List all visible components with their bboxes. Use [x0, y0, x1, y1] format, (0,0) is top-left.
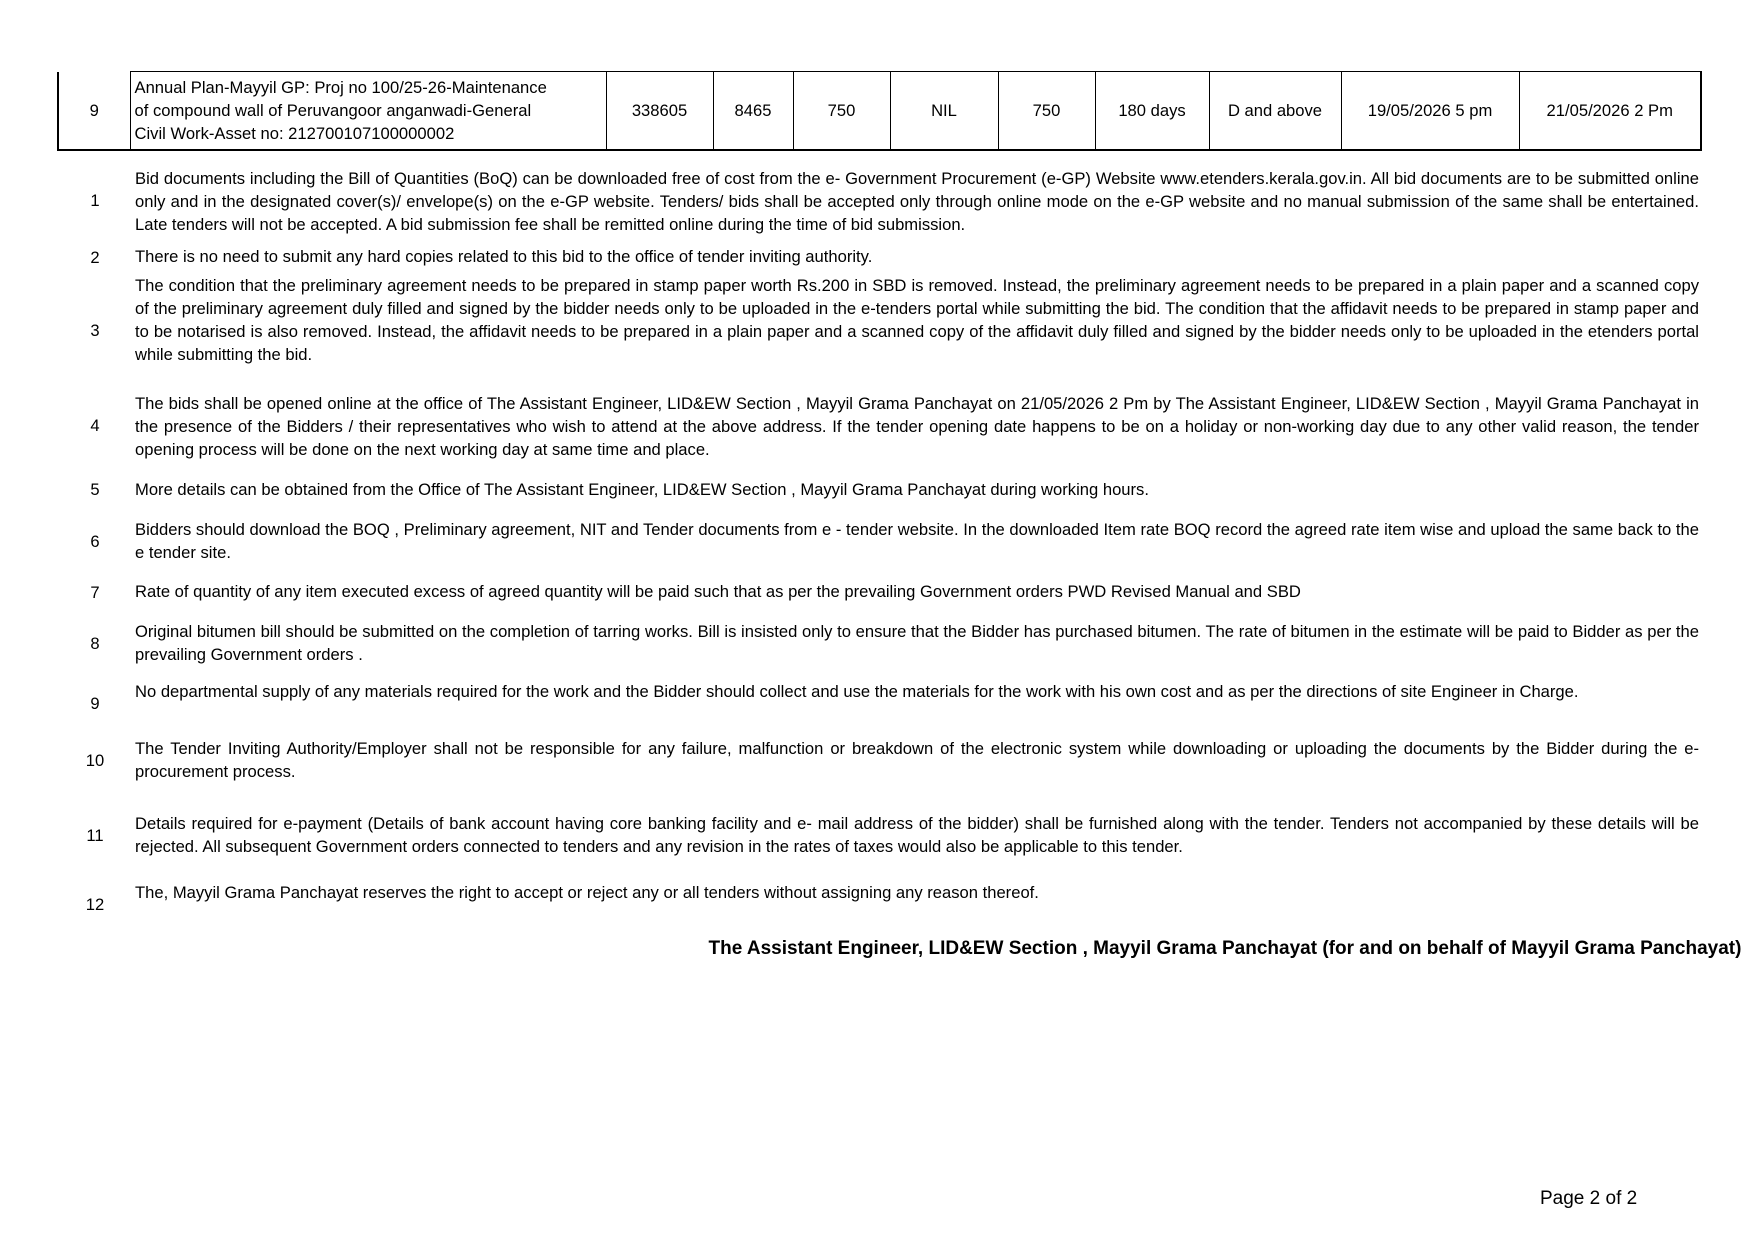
opening-date-cell: 21/05/2026 2 Pm — [1519, 72, 1701, 151]
fee-cell: 750 — [793, 72, 890, 151]
note-number: 4 — [90, 416, 100, 435]
sl-no-cell: 9 — [58, 72, 130, 151]
note-number: 3 — [90, 321, 100, 340]
work-description-cell: Annual Plan-Mayyil GP: Proj no 100/25-26-Maintenance of compound wall of Peruvangoor anganwadi-General Civil Work-Asset no: 212700107100000002 — [130, 72, 606, 151]
note-text: There is no need to submit any hard copies related to this bid to the office of tender inviting authority. — [135, 247, 873, 266]
note-text: The bids shall be opened online at the office of The Assistant Engineer, LID&EW Section , Mayyil Grama Panchayat on 21/05/2026 2 Pm by The Assistant Engineer, LID&EW Section , Mayyil Grama Panchayat in the presence of the Bidders / their representatives who wish to attend at the above address. If the tender opening date happens to be on a holiday or non-working day due to any other valid reason, the tender opening process will be done on the next working day at same time and place. — [135, 394, 1699, 459]
page-number: Page 2 of 2 — [1540, 1188, 1638, 1209]
period-cell: 180 days — [1095, 72, 1209, 151]
table-row — [58, 72, 1701, 151]
note-text: The condition that the preliminary agreement needs to be prepared in stamp paper worth Rs.200 in SBD is removed. Instead, the preliminary agreement needs to be prepared in a plain paper and a scanned copy of the preliminary agreement duly filled and signed by the bidder needs only to be uploaded in the e-tenders portal while submitting the bid. The condition that the affidavit needs to be prepared in stamp paper and to be notarised is also removed. Instead, the affidavit needs to be prepared in a plain paper and a scanned copy of the affidavit duly filled and signed by the bidder needs only to be uploaded in the etenders portal while submitting the bid. — [135, 276, 1699, 364]
emd-cell: 8465 — [713, 72, 793, 151]
amount-cell: 338605 — [606, 72, 713, 151]
note-number: 8 — [90, 634, 100, 653]
note-number: 11 — [86, 826, 104, 845]
note-text: More details can be obtained from the Office of The Assistant Engineer, LID&EW Section , Mayyil Grama Panchayat during working hours. — [135, 480, 1149, 499]
note-number: 2 — [90, 248, 100, 267]
note-number: 6 — [90, 532, 100, 551]
note-text: Bid documents including the Bill of Quantities (BoQ) can be downloaded free of cost from the e- Government Procurement (e-GP) Website www.etenders.kerala.gov.in. All bid documents are to be submitted online only and in the designated cover(s)/ envelope(s) on the e-GP website. Tenders/ bids shall be accepted only through online mode on the e-GP website and no manual submission of the same shall be entertained. Late tenders will not be accepted. A bid submission fee shall be remitted online during the time of bid submission. — [135, 169, 1699, 234]
note-number: 1 — [90, 191, 100, 210]
tender-table — [57, 71, 1702, 151]
note-number: 7 — [90, 583, 100, 602]
note-number: 9 — [90, 694, 100, 713]
note-text: Details required for e-payment (Details of bank account having core banking facility and e- mail address of the bidder) shall be furnished along with the tender. Tenders not accompanied by these details will be rejected. All subsequent Government orders connected to tenders and any revision in the rates of taxes would also be applicable to this tender. — [135, 814, 1699, 856]
note-text: No departmental supply of any materials required for the work and the Bidder should collect and use the materials for the work with his own cost and as per the directions of site Engineer in Charge. — [135, 682, 1579, 701]
note-text: The Tender Inviting Authority/Employer shall not be responsible for any failure, malfunction or breakdown of the electronic system while downloading or uploading the documents by the Bidder during the e-procurement process. — [135, 739, 1699, 781]
note-number: 5 — [90, 480, 100, 499]
col6-cell: 750 — [998, 72, 1095, 151]
note-text: Original bitumen bill should be submitted on the completion of tarring works. Bill is insisted only to ensure that the Bidder has purchased bitumen. The rate of bitumen in the estimate will be paid to Bidder as per the prevailing Government orders . — [135, 622, 1699, 664]
signature-block: The Assistant Engineer, LID&EW Section , Mayyil Grama Panchayat (for and on behalf of Mayyil Grama Panchayat) — [708, 938, 1742, 959]
note-text: Rate of quantity of any item executed excess of agreed quantity will be paid such that as per the prevailing Government orders PWD Revised Manual and SBD — [135, 582, 1301, 601]
class-cell: D and above — [1209, 72, 1341, 151]
col5-cell: NIL — [890, 72, 998, 151]
note-text: The, Mayyil Grama Panchayat reserves the right to accept or reject any or all tenders without assigning any reason thereof. — [135, 883, 1039, 902]
last-date-cell: 19/05/2026 5 pm — [1341, 72, 1519, 151]
note-number: 10 — [85, 751, 105, 770]
note-number: 12 — [85, 895, 105, 914]
note-text: Bidders should download the BOQ , Preliminary agreement, NIT and Tender documents from e - tender website. In the downloaded Item rate BOQ record the agreed rate item wise and upload the same back to the e tender site. — [135, 520, 1699, 562]
